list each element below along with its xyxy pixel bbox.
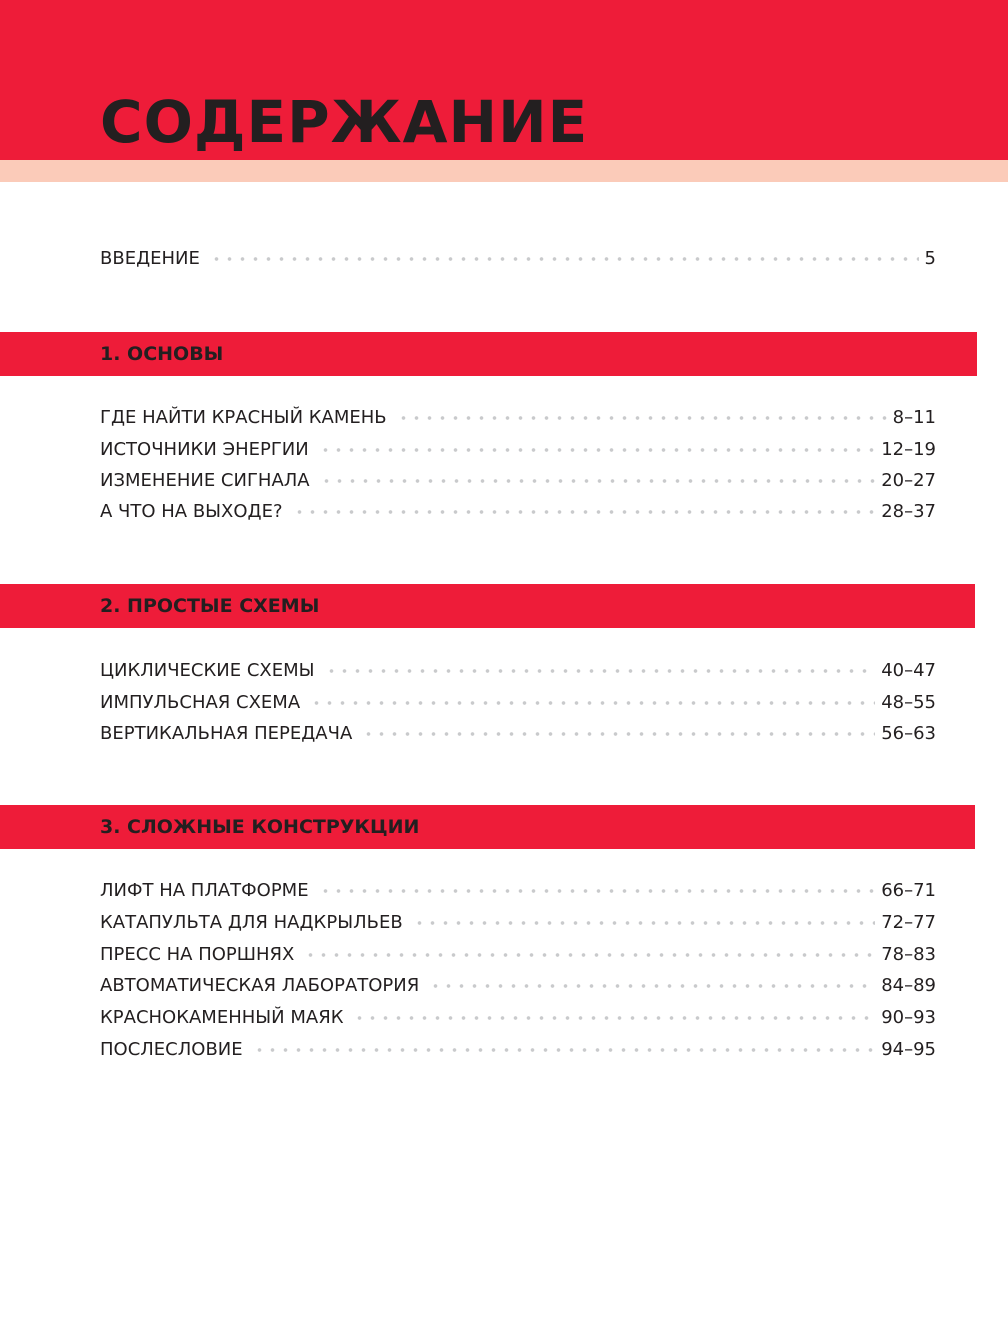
toc-entry-label: ИСТОЧНИКИ ЭНЕРГИИ — [100, 438, 309, 460]
toc-entry-page: 12–19 — [881, 438, 936, 460]
toc-entry[interactable] — [100, 688, 936, 716]
toc-entry[interactable] — [100, 466, 936, 494]
toc-entry-label: ПОСЛЕСЛОВИЕ — [100, 1038, 243, 1060]
leader-dots — [210, 256, 919, 262]
toc-entry-label: ЛИФТ НА ПЛАТФОРМЕ — [100, 879, 309, 901]
toc-entry-page: 94–95 — [881, 1038, 936, 1060]
toc-entry-page: 20–27 — [881, 469, 936, 491]
leader-dots — [253, 1047, 876, 1053]
toc-entry[interactable] — [100, 908, 936, 936]
toc-entry-label: ИЗМЕНЕНИЕ СИГНАЛА — [100, 469, 310, 491]
leader-dots — [413, 920, 876, 926]
toc-entry[interactable] — [100, 435, 936, 463]
toc-entry-page: 8–11 — [892, 406, 936, 428]
leader-dots — [325, 668, 876, 674]
leader-dots — [397, 415, 887, 421]
toc-entry-page: 28–37 — [881, 500, 936, 522]
toc-entry-page: 40–47 — [881, 659, 936, 681]
toc-entry[interactable] — [100, 1003, 936, 1031]
toc-entry[interactable] — [100, 876, 936, 904]
section-header-2 — [0, 584, 975, 628]
toc-entry[interactable] — [100, 403, 936, 431]
toc-entry[interactable] — [100, 1035, 936, 1063]
leader-dots — [310, 700, 875, 706]
leader-dots — [319, 888, 876, 894]
toc-entry-label: ГДЕ НАЙТИ КРАСНЫЙ КАМЕНЬ — [100, 406, 387, 428]
toc-entry-page: 90–93 — [881, 1006, 936, 1028]
toc-entry-label: КРАСНОКАМЕННЫЙ МАЯК — [100, 1006, 344, 1028]
section-header-1 — [0, 332, 977, 376]
toc-entry[interactable] — [100, 656, 936, 684]
section-header-3 — [0, 805, 975, 849]
toc-entry[interactable] — [100, 971, 936, 999]
toc-entry-page: 48–55 — [881, 691, 936, 713]
section-title: 2. ПРОСТЫЕ СХЕМЫ — [100, 595, 320, 617]
toc-entry-label: АВТОМАТИЧЕСКАЯ ЛАБОРАТОРИЯ — [100, 974, 420, 996]
toc-entry[interactable] — [100, 719, 936, 747]
toc-entry-label: ВВЕДЕНИЕ — [100, 247, 200, 269]
toc-entry[interactable] — [100, 497, 936, 525]
leader-dots — [353, 1015, 875, 1021]
toc-entry-label: ВЕРТИКАЛЬНАЯ ПЕРЕДАЧА — [100, 722, 353, 744]
leader-dots — [319, 447, 875, 453]
toc-entry-page: 72–77 — [881, 911, 936, 933]
section-title: 1. ОСНОВЫ — [100, 343, 224, 365]
leader-dots — [293, 509, 876, 515]
leader-dots — [320, 478, 876, 484]
toc-entry[interactable] — [100, 940, 936, 968]
toc-entry-label: А ЧТО НА ВЫХОДЕ? — [100, 500, 283, 522]
toc-entry-label: ЦИКЛИЧЕСКИЕ СХЕМЫ — [100, 659, 315, 681]
leader-dots — [429, 983, 875, 989]
header-stripe — [0, 160, 1008, 182]
leader-dots — [304, 952, 875, 958]
toc-entry-page: 78–83 — [881, 943, 936, 965]
toc-entry-label: ПРЕСС НА ПОРШНЯХ — [100, 943, 295, 965]
toc-entry-label: КАТАПУЛЬТА ДЛЯ НАДКРЫЛЬЕВ — [100, 911, 403, 933]
section-title: 3. СЛОЖНЫЕ КОНСТРУКЦИИ — [100, 816, 420, 838]
toc-entry-label: ИМПУЛЬСНАЯ СХЕМА — [100, 691, 301, 713]
toc-entry-page: 84–89 — [881, 974, 936, 996]
toc-entry-page: 5 — [924, 247, 936, 269]
toc-entry-page: 56–63 — [881, 722, 936, 744]
leader-dots — [362, 731, 875, 737]
page-title: СОДЕРЖАНИЕ — [100, 88, 589, 156]
toc-entry-page: 66–71 — [881, 879, 936, 901]
toc-entry-intro[interactable] — [100, 244, 936, 272]
